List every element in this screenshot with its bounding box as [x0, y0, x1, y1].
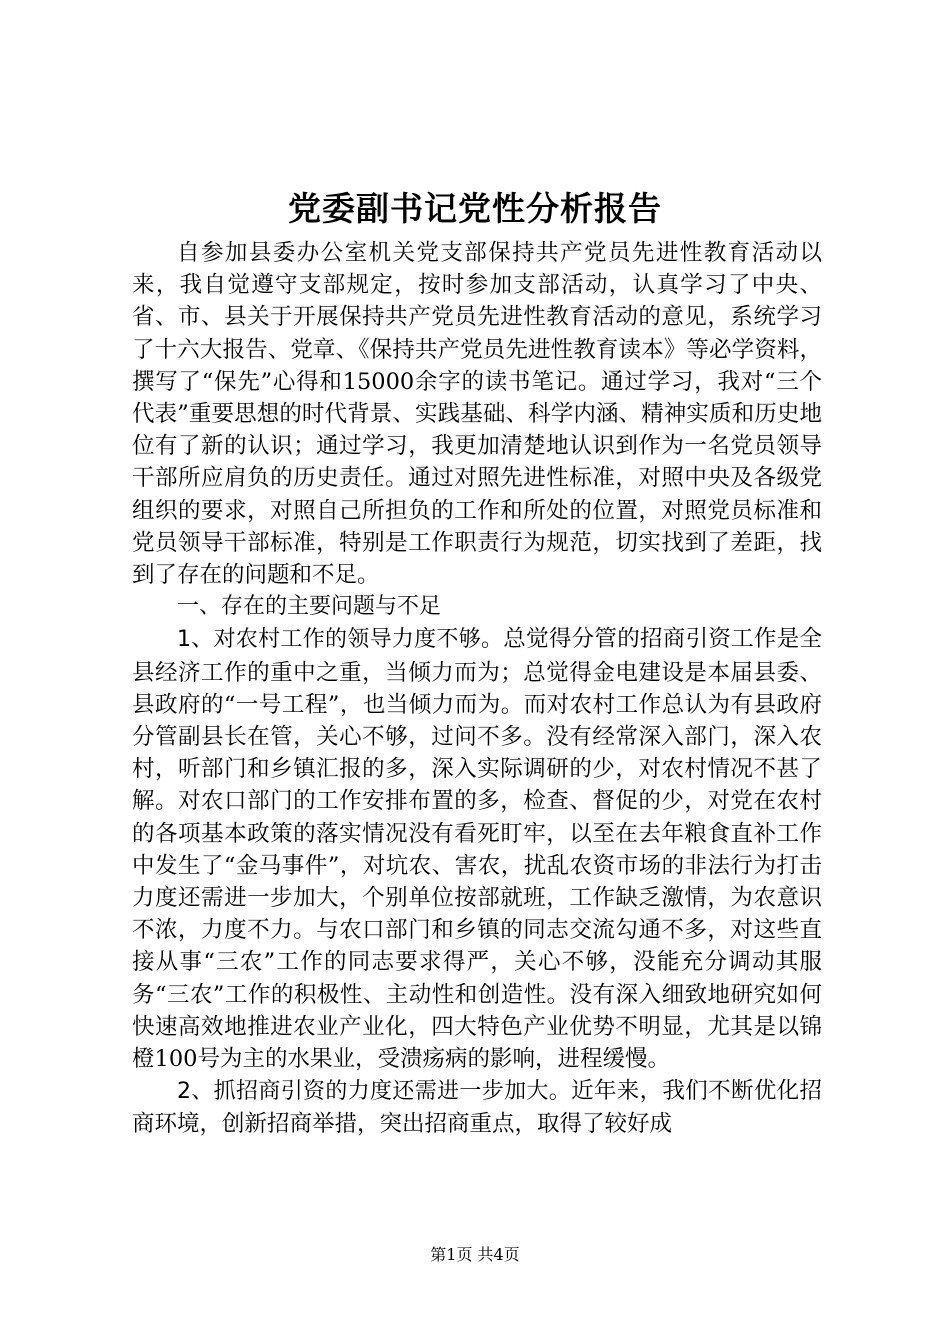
section-heading: 一、存在的主要问题与不足: [177, 594, 442, 620]
intro-paragraph: 自参加县委办公室机关党支部保持共产党员先进性教育活动以来，我自觉遵守支部规定，按时参加支部活动，认真学习了中央、省、市、县关于开展保持共产党员先进性教育活动的意见，系统学习了十六大报告、党章、《保持共产党员先进性教育读本》等必学资料，撰写了“保先”心得和15000余字的读书笔记。通过学习，我对“三个代表”重要思想的时代背景、实践基础、科学内涵、精神实质和历史地位有了新的认识；通过学习，我更加清楚地认识到作为一名党员领导干部所应肩负的历史责任。通过对照先进性标准，对照中央及各级党组织的要求，对照自己所担负的工作和所处的位置，对照党员标准和党员领导干部标准，特别是工作职责行为规范，切实找到了差距，找到了存在的问题和不足。: [132, 240, 822, 589]
document-body: [132, 237, 822, 1141]
point-1-paragraph: [132, 623, 822, 1075]
point-1-lead: 1、对农村工作的领导力度不够。: [177, 627, 504, 653]
page-footer: 第1页 共4页: [430, 1245, 520, 1264]
document-title: 党委副书记党性分析报告: [288, 189, 662, 228]
point-2-lead: 2、抓招商引资的力度还需进一步加大。: [177, 1079, 572, 1105]
point-2-paragraph: [132, 1075, 822, 1140]
point-2-text: 近年来，我们不断优化招商环境，创新招商举措，突出招商重点，取得了较好成: [132, 1078, 822, 1138]
point-1-text: 总觉得分管的招商引资工作是全县经济工作的重中之重，当倾力而为；总觉得金电建设是本届县委、县政府的“一号工程”，也当倾力而为。而对农村工作总认为有县政府分管副县长在管，关心不够，过问不多。没有经常深入部门，深入农村，听部门和乡镇汇报的多，深入实际调研的少，对农村情况不甚了解。对农口部门的工作安排布置的多，检查、督促的少，对党在农村的各项基本政策的落实情况没有看死盯牢，以至在去年粮食直补工作中发生了“金马事件”，对坑农、害农，扰乱农资市场的非法行为打击力度还需进一步加大，个别单位按部就班，工作缺乏激情，为农意识不浓，力度不力。与农口部门和乡镇的同志交流勾通不多，对这些直接从事“三农”工作的同志要求得严，关心不够，没能充分调动其服务“三农”工作的积极性、主动性和创造性。没有深入细致地研究如何快速高效地推进农业产业化，四大特色产业优势不明显，尤其是以锦橙100号为主的水果业，受溃疡病的影响，进程缓慢。: [132, 626, 822, 1073]
